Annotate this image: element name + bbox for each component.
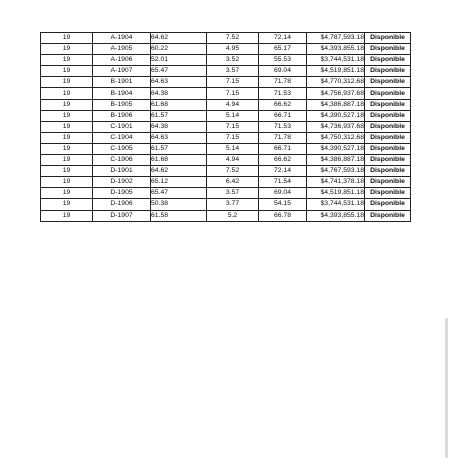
status-cell: Disponible xyxy=(365,44,411,55)
floor-cell: 19 xyxy=(41,143,93,154)
status-cell: Disponible xyxy=(365,199,411,210)
total-area-cell: 69.04 xyxy=(259,188,307,199)
terrace-area-cell: 7.15 xyxy=(207,77,259,88)
table-row xyxy=(41,210,411,221)
price-cell: $4,741,378.18 xyxy=(307,177,365,188)
terrace-area-cell: 6.42 xyxy=(207,177,259,188)
price-cell: $4,750,312.68 xyxy=(307,132,365,143)
unit-cell: B-1905 xyxy=(93,99,151,110)
terrace-area-cell: 7.15 xyxy=(207,88,259,99)
total-area-cell: 66.78 xyxy=(259,210,307,221)
price-cell: $4,386,887.18 xyxy=(307,99,365,110)
vertical-scrollbar[interactable] xyxy=(442,0,450,462)
table-row xyxy=(41,132,411,143)
unit-cell: A-1907 xyxy=(93,66,151,77)
unit-cell: C-1904 xyxy=(93,132,151,143)
price-cell: $4,393,855.18 xyxy=(307,44,365,55)
table-row xyxy=(41,33,411,44)
unit-cell: D-1902 xyxy=(93,177,151,188)
terrace-area-cell: 5.14 xyxy=(207,110,259,121)
floor-cell: 19 xyxy=(41,110,93,121)
table-row xyxy=(41,188,411,199)
terrace-area-cell: 3.57 xyxy=(207,66,259,77)
price-cell: $3,744,531.18 xyxy=(307,199,365,210)
status-cell: Disponible xyxy=(365,77,411,88)
total-area-cell: 66.62 xyxy=(259,155,307,166)
floor-cell: 19 xyxy=(41,132,93,143)
unit-cell: C-1901 xyxy=(93,121,151,132)
status-cell: Disponible xyxy=(365,110,411,121)
interior-area-cell: 52.01 xyxy=(151,55,207,66)
status-cell: Disponible xyxy=(365,99,411,110)
price-cell: $4,767,593.18 xyxy=(307,166,365,177)
table-body xyxy=(41,33,411,222)
unit-cell: D-1907 xyxy=(93,210,151,221)
price-cell: $3,744,531.18 xyxy=(307,55,365,66)
terrace-area-cell: 3.52 xyxy=(207,55,259,66)
terrace-area-cell: 5.14 xyxy=(207,143,259,154)
terrace-area-cell: 4.94 xyxy=(207,99,259,110)
total-area-cell: 66.71 xyxy=(259,143,307,154)
status-cell: Disponible xyxy=(365,155,411,166)
table-row xyxy=(41,99,411,110)
status-cell: Disponible xyxy=(365,177,411,188)
floor-cell: 19 xyxy=(41,66,93,77)
interior-area-cell: 65.12 xyxy=(151,177,207,188)
table-row xyxy=(41,155,411,166)
terrace-area-cell: 3.77 xyxy=(207,199,259,210)
total-area-cell: 66.62 xyxy=(259,99,307,110)
price-cell: $4,390,527.18 xyxy=(307,143,365,154)
interior-area-cell: 61.58 xyxy=(151,210,207,221)
table-row xyxy=(41,77,411,88)
floor-cell: 19 xyxy=(41,99,93,110)
price-cell: $4,390,527.18 xyxy=(307,110,365,121)
total-area-cell: 65.17 xyxy=(259,44,307,55)
total-area-cell: 72.14 xyxy=(259,33,307,44)
unit-cell: B-1906 xyxy=(93,110,151,121)
status-cell: Disponible xyxy=(365,210,411,221)
total-area-cell: 71.53 xyxy=(259,88,307,99)
interior-area-cell: 61.57 xyxy=(151,110,207,121)
total-area-cell: 71.78 xyxy=(259,77,307,88)
table-row xyxy=(41,199,411,210)
floor-cell: 19 xyxy=(41,55,93,66)
terrace-area-cell: 4.95 xyxy=(207,44,259,55)
status-cell: Disponible xyxy=(365,121,411,132)
table-row xyxy=(41,88,411,99)
interior-area-cell: 65.47 xyxy=(151,188,207,199)
unit-cell: A-1906 xyxy=(93,55,151,66)
price-cell: $4,787,593.18 xyxy=(307,33,365,44)
interior-area-cell: 61.68 xyxy=(151,155,207,166)
unit-cell: C-1906 xyxy=(93,155,151,166)
terrace-area-cell: 7.52 xyxy=(207,33,259,44)
table-row xyxy=(41,44,411,55)
price-cell: $4,519,851.18 xyxy=(307,66,365,77)
interior-area-cell: 61.57 xyxy=(151,143,207,154)
terrace-area-cell: 5.2 xyxy=(207,210,259,221)
total-area-cell: 54.15 xyxy=(259,199,307,210)
interior-area-cell: 50.38 xyxy=(151,199,207,210)
terrace-area-cell: 7.15 xyxy=(207,132,259,143)
unit-cell: B-1904 xyxy=(93,88,151,99)
table-row xyxy=(41,143,411,154)
floor-cell: 19 xyxy=(41,121,93,132)
status-cell: Disponible xyxy=(365,33,411,44)
interior-area-cell: 64.38 xyxy=(151,121,207,132)
floor-cell: 19 xyxy=(41,188,93,199)
terrace-area-cell: 7.15 xyxy=(207,121,259,132)
unit-availability-table xyxy=(40,32,411,222)
status-cell: Disponible xyxy=(365,55,411,66)
interior-area-cell: 64.38 xyxy=(151,88,207,99)
unit-cell: D-1901 xyxy=(93,166,151,177)
terrace-area-cell: 3.57 xyxy=(207,188,259,199)
floor-cell: 19 xyxy=(41,33,93,44)
interior-area-cell: 64.63 xyxy=(151,77,207,88)
price-cell: $4,386,887.18 xyxy=(307,155,365,166)
total-area-cell: 71.54 xyxy=(259,177,307,188)
interior-area-cell: 60.22 xyxy=(151,44,207,55)
floor-cell: 19 xyxy=(41,177,93,188)
table-row xyxy=(41,110,411,121)
status-cell: Disponible xyxy=(365,132,411,143)
total-area-cell: 71.53 xyxy=(259,121,307,132)
unit-cell: B-1901 xyxy=(93,77,151,88)
unit-cell: A-1904 xyxy=(93,33,151,44)
status-cell: Disponible xyxy=(365,166,411,177)
price-cell: $4,393,855.18 xyxy=(307,210,365,221)
unit-cell: A-1905 xyxy=(93,44,151,55)
status-cell: Disponible xyxy=(365,143,411,154)
table-row xyxy=(41,177,411,188)
interior-area-cell: 64.62 xyxy=(151,33,207,44)
table-row xyxy=(41,66,411,77)
floor-cell: 19 xyxy=(41,166,93,177)
total-area-cell: 71.78 xyxy=(259,132,307,143)
table-row xyxy=(41,55,411,66)
floor-cell: 19 xyxy=(41,155,93,166)
status-cell: Disponible xyxy=(365,88,411,99)
total-area-cell: 55.53 xyxy=(259,55,307,66)
total-area-cell: 72.14 xyxy=(259,166,307,177)
price-cell: $4,756,937.68 xyxy=(307,88,365,99)
table-row xyxy=(41,121,411,132)
floor-cell: 19 xyxy=(41,199,93,210)
floor-cell: 19 xyxy=(41,44,93,55)
floor-cell: 19 xyxy=(41,88,93,99)
interior-area-cell: 64.63 xyxy=(151,132,207,143)
floor-cell: 19 xyxy=(41,210,93,221)
price-cell: $4,736,937.68 xyxy=(307,121,365,132)
interior-area-cell: 61.68 xyxy=(151,99,207,110)
interior-area-cell: 65.47 xyxy=(151,66,207,77)
price-cell: $4,519,851.18 xyxy=(307,188,365,199)
scrollbar-thumb[interactable] xyxy=(445,318,448,458)
price-cell: $4,770,312.68 xyxy=(307,77,365,88)
table-row xyxy=(41,166,411,177)
total-area-cell: 66.71 xyxy=(259,110,307,121)
floor-cell: 19 xyxy=(41,77,93,88)
status-cell: Disponible xyxy=(365,188,411,199)
interior-area-cell: 64.62 xyxy=(151,166,207,177)
unit-cell: C-1905 xyxy=(93,143,151,154)
status-cell: Disponible xyxy=(365,66,411,77)
terrace-area-cell: 7.52 xyxy=(207,166,259,177)
terrace-area-cell: 4.94 xyxy=(207,155,259,166)
unit-cell: D-1906 xyxy=(93,199,151,210)
unit-cell: D-1905 xyxy=(93,188,151,199)
total-area-cell: 69.04 xyxy=(259,66,307,77)
